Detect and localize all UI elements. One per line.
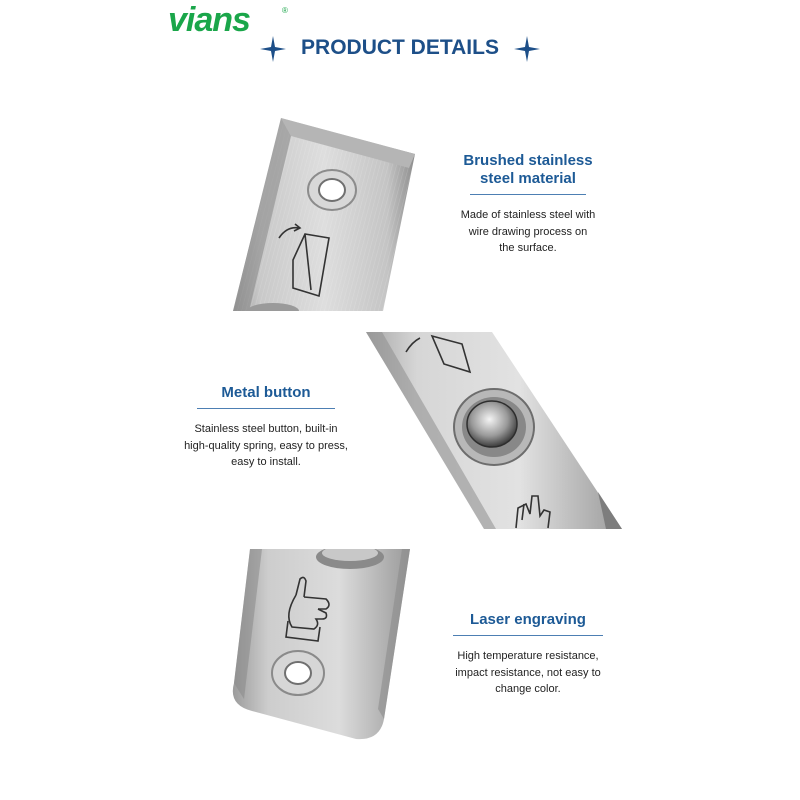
feature-divider <box>197 408 335 409</box>
feature-title-line2: steel material <box>480 170 576 187</box>
brushed-steel-plate-photo <box>233 110 423 311</box>
logo-wordmark: vians <box>168 2 250 38</box>
feature-divider <box>453 635 603 636</box>
feature-divider <box>470 194 586 195</box>
page-title: PRODUCT DETAILS <box>301 36 499 59</box>
feature-description <box>178 421 354 471</box>
laser-engraving-photo <box>222 549 410 747</box>
feature-laser-engraving <box>446 611 610 698</box>
metal-button-photo <box>366 332 622 529</box>
feature-description <box>446 207 610 257</box>
feature-desc-line: the surface. <box>499 242 557 254</box>
feature-title: Metal button <box>221 384 311 401</box>
registered-mark: ® <box>282 6 288 15</box>
feature-desc-line: Stainless steel button, built-in <box>194 423 338 435</box>
feature-desc-line: easy to install. <box>231 456 301 468</box>
feature-desc-line: high-quality spring, easy to press, <box>184 439 348 452</box>
feature-metal-button <box>178 384 354 471</box>
feature-desc-line: impact resistance, not easy to <box>455 666 601 679</box>
feature-title: Laser engraving <box>470 611 586 628</box>
vians-logo <box>166 2 296 38</box>
feature-desc-line: change color. <box>495 683 561 695</box>
feature-desc-line: High temperature resistance, <box>457 650 599 662</box>
section-header <box>0 34 800 68</box>
feature-brushed-steel <box>446 152 610 257</box>
right-sparkle-icon <box>512 34 542 64</box>
feature-description <box>446 648 610 698</box>
feature-title: Brushed stainless <box>463 152 593 169</box>
left-sparkle-icon <box>258 34 288 64</box>
feature-desc-line: Made of stainless steel with <box>460 209 596 221</box>
feature-desc-line: wire drawing process on <box>468 225 588 238</box>
